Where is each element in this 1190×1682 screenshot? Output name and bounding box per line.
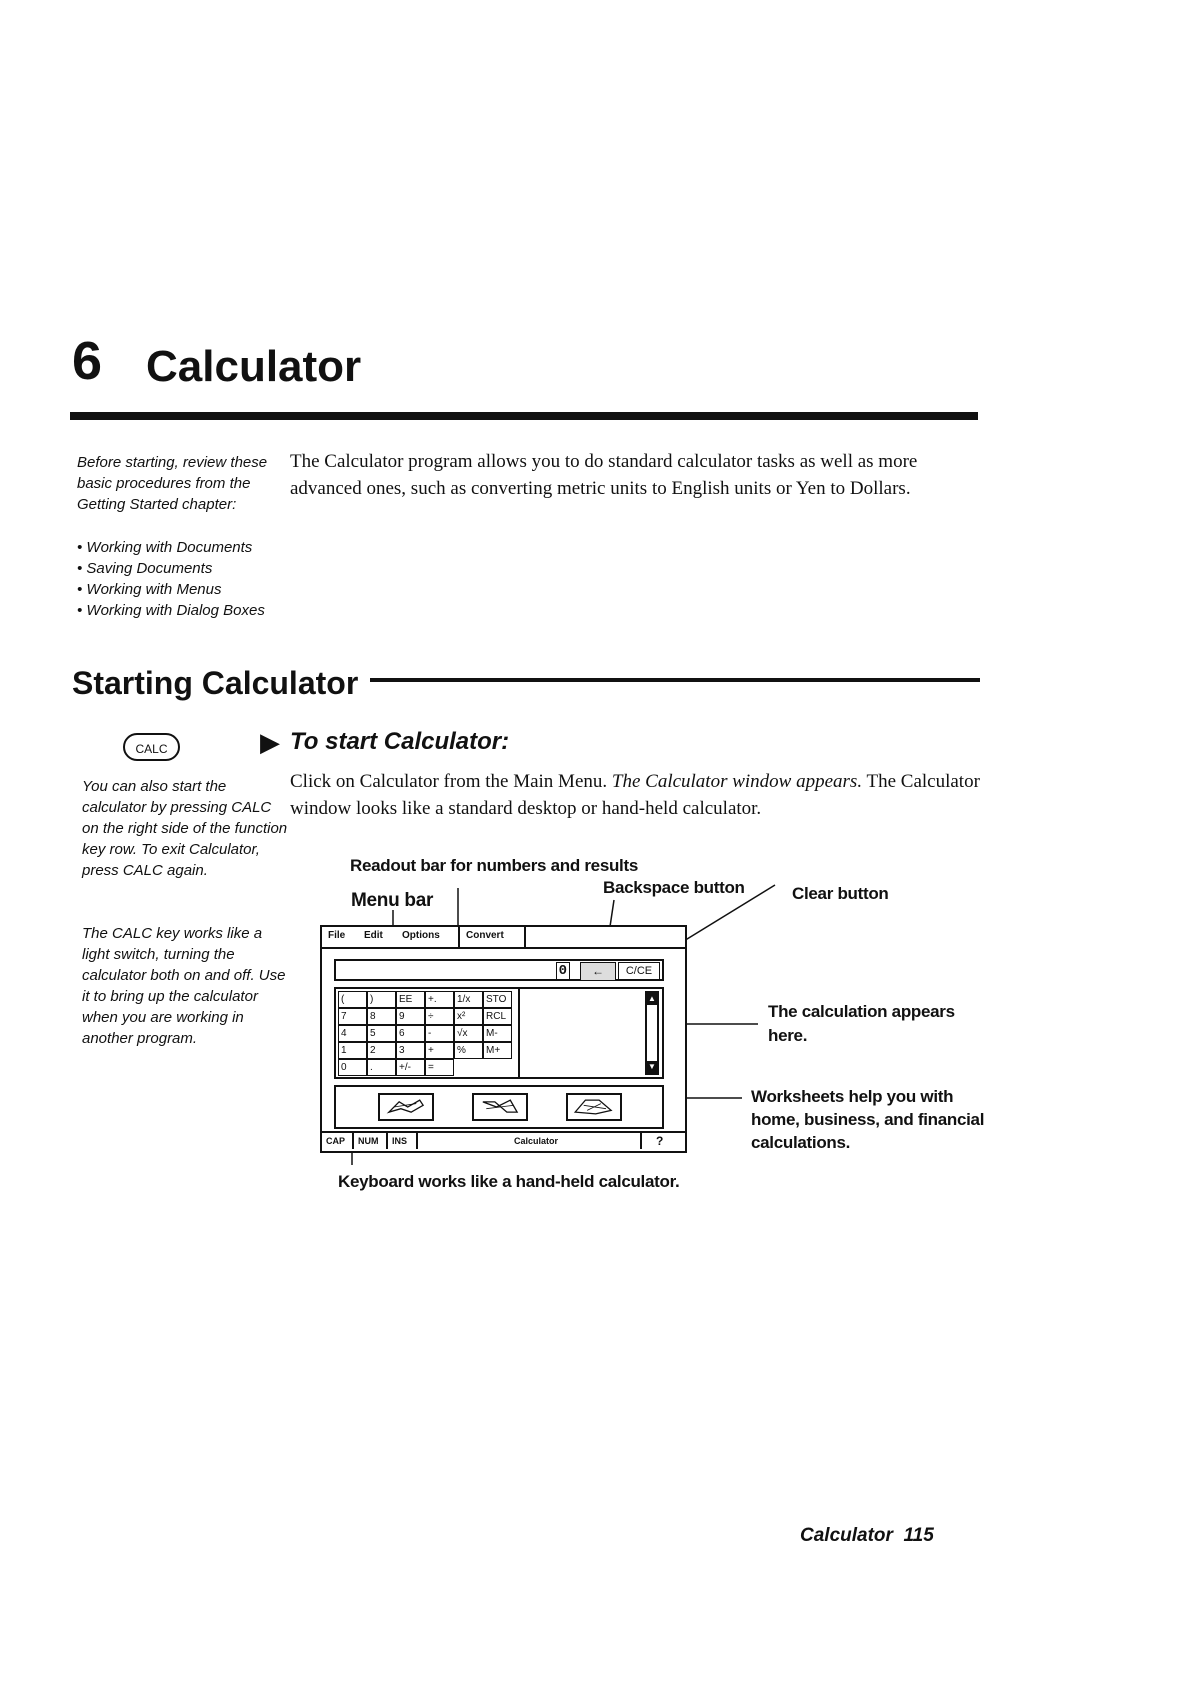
status-bar [322,1131,685,1151]
sidebar-calc-note: You can also start the calculator by pressing CALC on the right side of the function key row. To exit Calculator, press CALC again. [82,778,288,879]
scroll-down-icon[interactable]: ▼ [648,1062,656,1071]
paragraph-text: Click on Calculator from the Main Menu. [290,771,612,792]
callout-backspace-button: Backspace button [603,878,745,897]
help-button[interactable]: ? [656,1134,664,1148]
status-divider [640,1133,642,1149]
chapter-number: 6 [72,331,103,391]
status-divider [352,1133,354,1149]
status-divider [386,1133,388,1149]
page-footer [800,1525,934,1547]
procedure-arrow-icon: ▶ [260,728,280,757]
callout-calculation-area: The calculation appears here. [768,1002,955,1045]
key[interactable]: 5 [367,1025,396,1042]
key[interactable]: 6 [396,1025,425,1042]
callout-clear-button: Clear button [792,884,889,903]
clear-button[interactable]: C/CE [618,962,660,981]
footer-section: Calculator [800,1525,893,1546]
key[interactable]: M+ [483,1042,512,1059]
calculation-tape [522,991,642,1075]
paragraph-emphasis: The Calculator window appears. [611,771,863,792]
key[interactable]: 8 [367,1008,396,1025]
key[interactable]: - [425,1025,454,1042]
menu-convert[interactable]: Convert [466,930,504,941]
business-worksheet-button[interactable] [472,1093,528,1121]
callout-worksheets: Worksheets help you with home, business, and financial calculations. [751,1087,985,1152]
status-ins: INS [392,1136,408,1146]
list-item: • Working with Menus [77,579,317,600]
key[interactable]: EE [396,991,425,1008]
keypad-area [334,987,664,1079]
key[interactable]: 9 [396,1008,425,1025]
menu-options[interactable]: Options [402,930,440,941]
calculator-window [320,925,687,1153]
key[interactable]: 7 [338,1008,367,1025]
key[interactable]: ÷ [425,1008,454,1025]
menu-divider [458,927,460,947]
status-divider [416,1133,418,1149]
readout-bar [334,959,664,981]
calculator-menu-bar [322,927,685,949]
readout-value: 0 [556,962,570,980]
calc-key-icon: CALC [123,733,180,761]
intro-paragraph: The Calculator program allows you to do standard calculator tasks as well as more advanced ones, such as converting metric units to English units or Yen to Dollars. [290,451,918,499]
page-number: 115 [903,1525,934,1546]
section-title: Starting Calculator [72,665,359,701]
key[interactable]: 4 [338,1025,367,1042]
list-item: • Saving Documents [77,558,317,579]
financial-worksheet-button[interactable] [566,1093,622,1121]
callout-menu-bar: Menu bar [351,890,434,911]
key[interactable]: RCL [483,1008,512,1025]
key[interactable]: STO [483,991,512,1008]
worksheet-icon [380,1095,432,1119]
worksheet-icon [474,1095,526,1119]
callout-readout-bar: Readout bar for numbers and results [350,856,638,875]
status-title: Calculator [514,1136,559,1146]
menu-divider [524,927,526,947]
list-item: • Working with Documents [77,537,317,558]
procedure-title: To start Calculator: [290,728,510,755]
callout-keyboard: Keyboard works like a hand-held calculator. [338,1172,680,1191]
menu-file[interactable]: File [328,930,346,941]
key[interactable]: 2 [367,1042,396,1059]
keypad-divider [518,989,520,1077]
scroll-up-icon[interactable]: ▲ [648,994,656,1003]
key[interactable]: + [425,1042,454,1059]
status-cap: CAP [326,1136,346,1146]
key[interactable]: % [454,1042,483,1059]
home-worksheet-button[interactable] [378,1093,434,1121]
key[interactable]: +. [425,991,454,1008]
key[interactable]: 1/x [454,991,483,1008]
key[interactable]: 1 [338,1042,367,1059]
tape-scrollbar[interactable] [645,991,659,1075]
menu-edit[interactable]: Edit [364,930,383,941]
keypad [338,991,512,1076]
key[interactable]: 3 [396,1042,425,1059]
sidebar-calc-switch-note: The CALC key works like a light switch, turning the calculator both on and off. Use it to bring up the calculator when you are working in another program. [82,925,286,1047]
key[interactable]: ( [338,991,367,1008]
chapter-title: Calculator [146,342,362,391]
paragraph-text-rest: The Calculator window looks like a standard desktop or hand-held calculator. [290,771,980,819]
key[interactable]: √x [454,1025,483,1042]
key[interactable]: x² [454,1008,483,1025]
key[interactable]: ) [367,991,396,1008]
worksheet-buttons [334,1085,664,1129]
list-item: • Working with Dialog Boxes [77,600,317,621]
key[interactable]: +/- [396,1059,425,1076]
backspace-button[interactable]: ← [580,962,616,981]
status-num: NUM [358,1136,379,1146]
sidebar-intro-text: Before starting, review these basic procedures from the Getting Started chapter: [77,454,268,513]
key[interactable]: = [425,1059,454,1076]
worksheet-icon [568,1095,620,1119]
key[interactable]: M- [483,1025,512,1042]
key[interactable]: . [367,1059,396,1076]
key[interactable]: 0 [338,1059,367,1076]
